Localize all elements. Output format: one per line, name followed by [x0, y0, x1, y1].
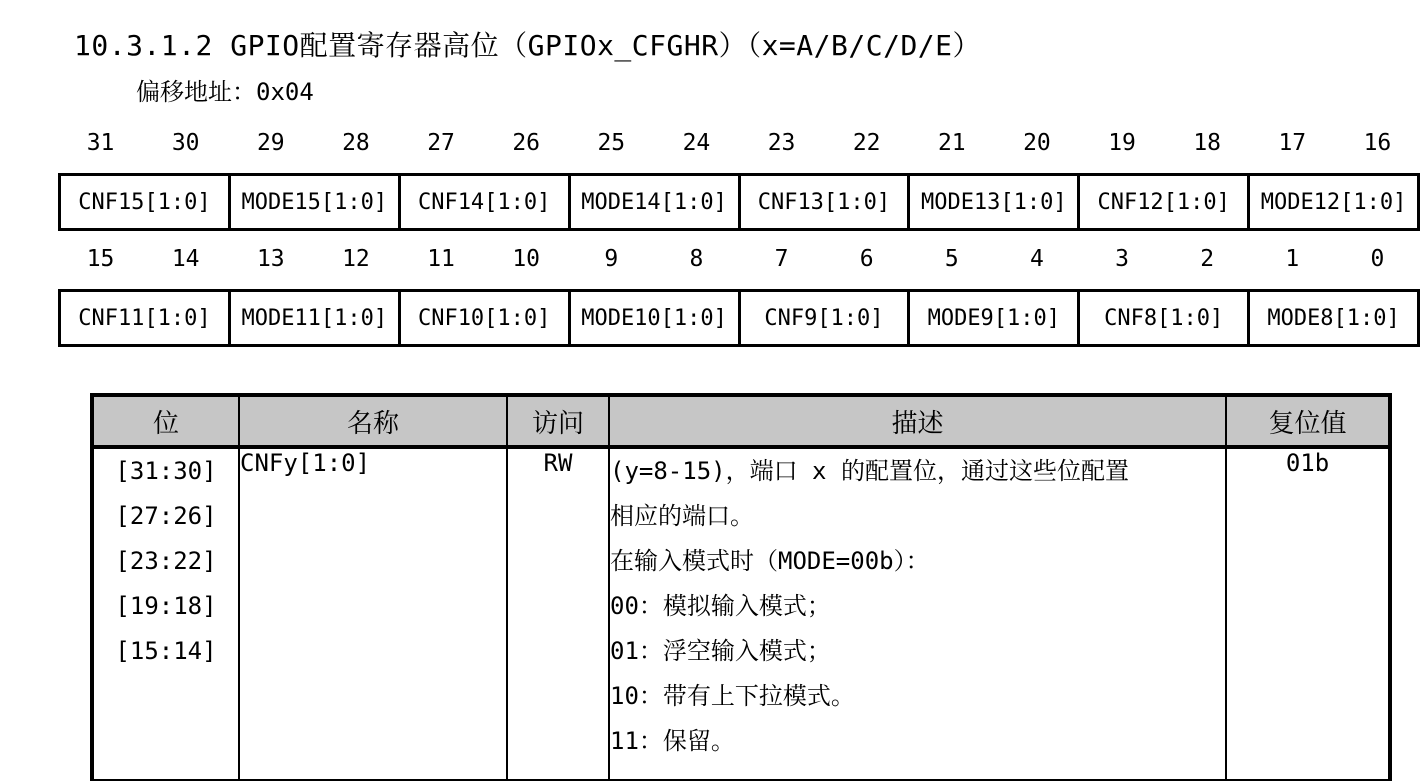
- header-access: 访问: [507, 395, 609, 447]
- register-field: MODE9[1:0]: [907, 292, 1077, 344]
- bit-number: 5: [944, 246, 959, 272]
- register-field: MODE10[1:0]: [568, 292, 738, 344]
- section-title: 10.3.1.2 GPIO配置寄存器高位（GPIOx_CFGHR）（x=A/B/C/D/E）: [74, 29, 982, 62]
- bit-number: 15: [86, 246, 115, 272]
- access-type: RW: [507, 447, 609, 780]
- bit-range: [23:22]: [115, 547, 217, 575]
- bit-number: 2: [1200, 246, 1215, 272]
- bit-range: [15:14]: [115, 637, 217, 665]
- register-field: MODE13[1:0]: [907, 176, 1077, 228]
- register-field: MODE14[1:0]: [568, 176, 738, 228]
- register-field: CNF8[1:0]: [1077, 292, 1247, 344]
- bit-number: 25: [597, 130, 626, 156]
- header-reset-value: 复位值: [1226, 395, 1390, 447]
- bit-number: 27: [427, 130, 455, 156]
- bit-number: 20: [1023, 130, 1051, 156]
- upper-register-fields: [58, 173, 1420, 231]
- register-field: CNF14[1:0]: [398, 176, 568, 228]
- description-line: 11：保留。: [610, 727, 735, 755]
- description-line: 00：模拟输入模式；: [610, 592, 831, 620]
- bit-number: 11: [427, 246, 455, 272]
- bit-range: [27:26]: [115, 502, 217, 530]
- bit-range: [31:30]: [115, 457, 217, 485]
- bit-number: 30: [171, 130, 200, 156]
- reset-value: 01b: [1226, 447, 1390, 780]
- bit-range: [19:18]: [115, 592, 217, 620]
- bit-number: 26: [512, 130, 541, 156]
- register-field: CNF11[1:0]: [58, 292, 228, 344]
- lower-bit-numbers: [58, 246, 1420, 272]
- bit-number: 22: [852, 130, 881, 156]
- bit-number: 28: [342, 130, 370, 156]
- bit-number: 10: [512, 246, 541, 272]
- register-field: MODE11[1:0]: [228, 292, 398, 344]
- bit-number: 18: [1193, 130, 1222, 156]
- bit-number: 31: [86, 130, 115, 156]
- description-line: 在输入模式时（MODE=00b）：: [610, 547, 930, 575]
- table-row: [92, 447, 1390, 780]
- bit-number: 3: [1115, 246, 1129, 272]
- register-field: MODE8[1:0]: [1247, 292, 1420, 344]
- field-name: CNFy[1:0]: [239, 447, 507, 780]
- bit-number: 24: [682, 130, 711, 156]
- register-field: CNF10[1:0]: [398, 292, 568, 344]
- register-field: CNF13[1:0]: [738, 176, 908, 228]
- register-field: CNF9[1:0]: [738, 292, 908, 344]
- lower-register-fields: [58, 289, 1420, 347]
- bit-number: 16: [1363, 130, 1392, 156]
- register-field: MODE15[1:0]: [228, 176, 398, 228]
- offset-address: 偏移地址：0x04: [136, 78, 314, 106]
- bit-number: 12: [342, 246, 370, 272]
- description-line: 相应的端口。: [610, 502, 754, 530]
- bit-number: 7: [774, 246, 789, 272]
- header-bit: 位: [92, 395, 239, 447]
- bit-number: 0: [1370, 246, 1385, 272]
- bit-number: 6: [859, 246, 874, 272]
- bit-number: 4: [1030, 246, 1044, 272]
- description-line: 10：带有上下拉模式。: [610, 682, 855, 710]
- bit-number: 14: [171, 246, 200, 272]
- description-line: 01：浮空输入模式；: [610, 637, 831, 665]
- bit-number: 23: [767, 130, 796, 156]
- register-field: CNF15[1:0]: [58, 176, 228, 228]
- bit-number: 1: [1285, 246, 1300, 272]
- bit-number: 13: [256, 246, 285, 272]
- register-field: CNF12[1:0]: [1077, 176, 1247, 228]
- bit-number: 19: [1108, 130, 1136, 156]
- upper-bit-numbers: [58, 130, 1420, 156]
- register-field: MODE12[1:0]: [1247, 176, 1420, 228]
- bit-range-cell: [92, 447, 239, 780]
- bit-number: 29: [256, 130, 285, 156]
- bit-number: 21: [937, 130, 966, 156]
- bit-number: 8: [689, 246, 704, 272]
- bit-number: 9: [604, 246, 619, 272]
- description-cell: [609, 447, 1226, 780]
- bit-description-table: [90, 393, 1392, 781]
- description-line: (y=8-15)，端口 x 的配置位，通过这些位配置: [610, 457, 1129, 485]
- header-name: 名称: [239, 395, 507, 447]
- bit-number: 17: [1278, 130, 1307, 156]
- header-description: 描述: [609, 395, 1226, 447]
